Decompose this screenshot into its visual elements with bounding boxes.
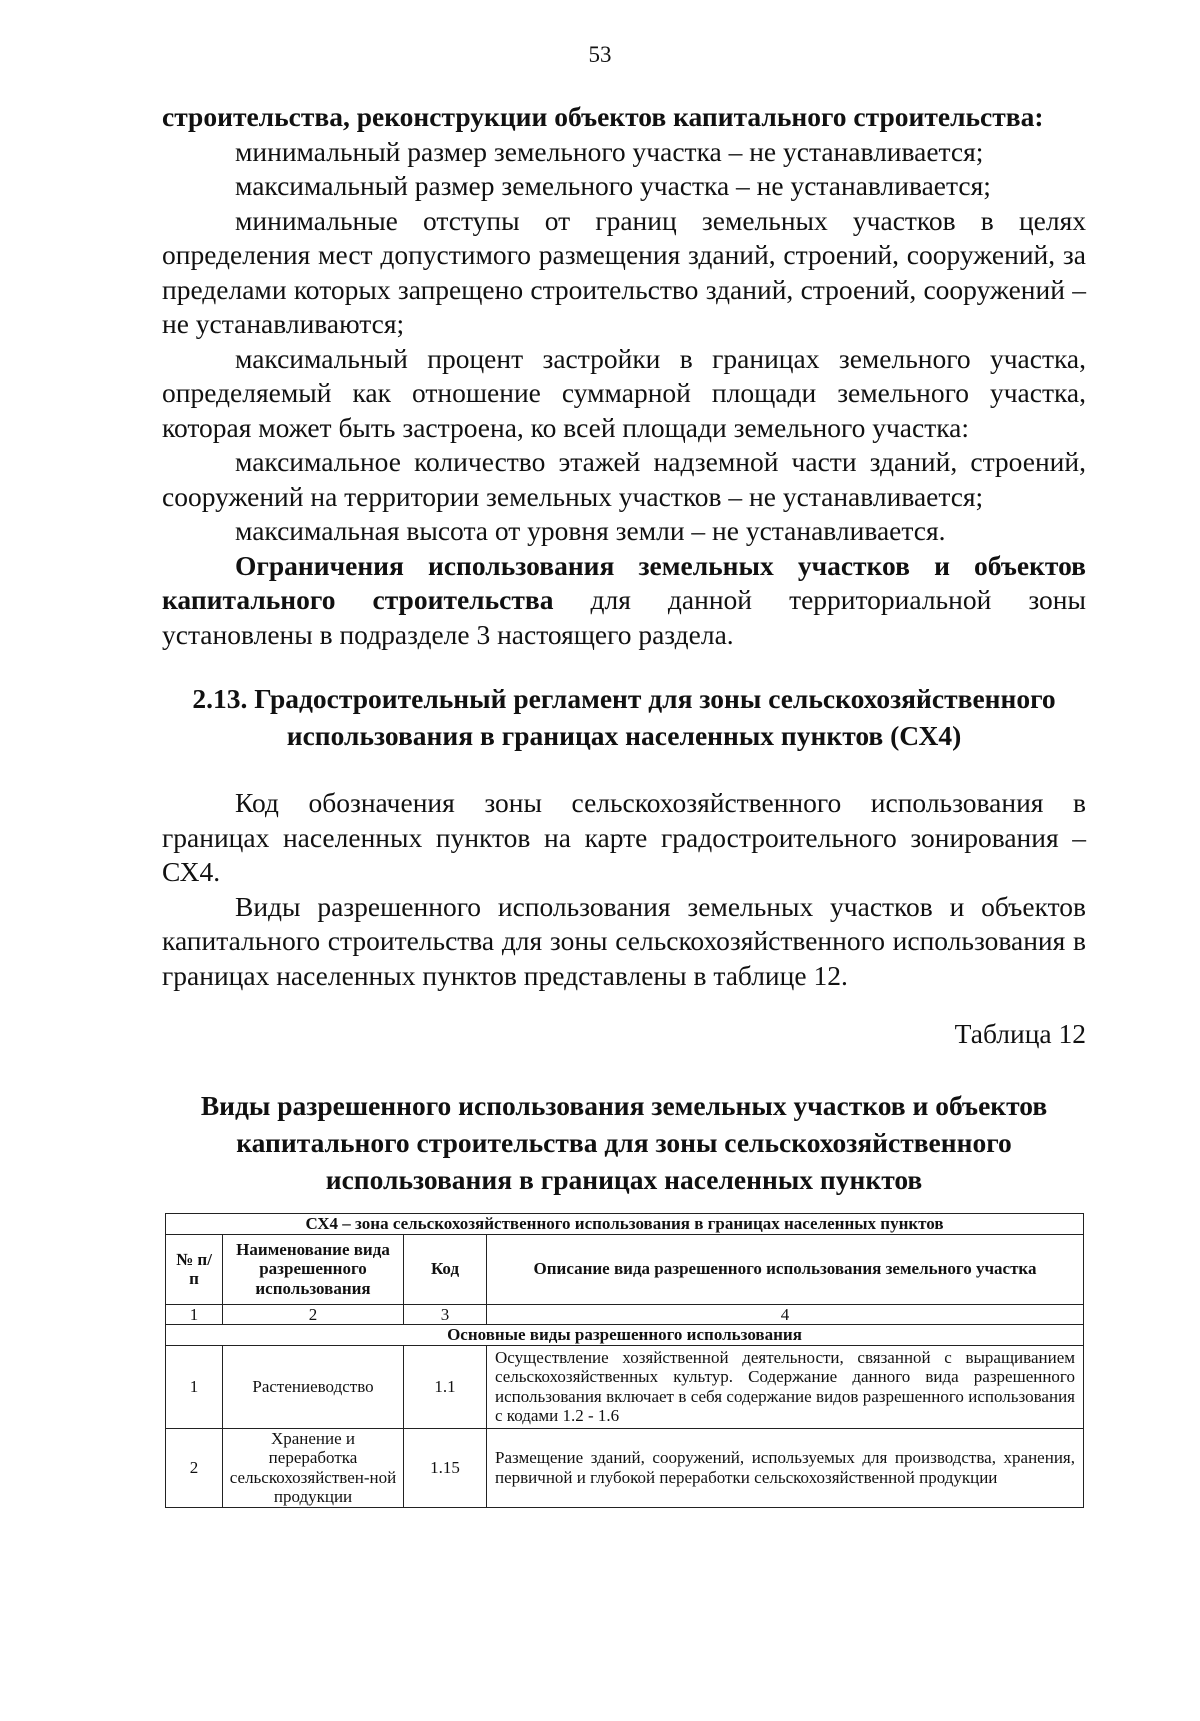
top-section bbox=[162, 100, 1086, 652]
column-number: 1 bbox=[166, 1304, 223, 1325]
table-title bbox=[162, 1087, 1086, 1198]
restrictions-bold-text: Ограничения использования земельных участков и объектов капитального строительства bbox=[162, 549, 1086, 615]
column-header: Наименование вида разрешенного использования bbox=[223, 1234, 404, 1304]
row-name: Растениеводство bbox=[223, 1345, 404, 1428]
top-heading-line: строительства, реконструкции объектов капитального строительства: bbox=[162, 101, 1044, 132]
page-number: 53 bbox=[588, 42, 612, 67]
section-row bbox=[166, 1325, 1084, 1346]
row-code: 1.1 bbox=[404, 1345, 487, 1428]
column-header: Описание вида разрешенного использования земельного участка bbox=[487, 1234, 1084, 1304]
table-reference-paragraph: Виды разрешенного использования земельных участков и объектов капитального строительства для зоны сельскохозяйственного использования в границах населенных пунктов представлены в таблице 12. bbox=[162, 890, 1086, 991]
row-number: 1 bbox=[166, 1345, 223, 1428]
body-text bbox=[162, 786, 1086, 993]
column-number: 3 bbox=[404, 1304, 487, 1325]
row-name: Хранение и переработка сельскохозяйствен-ной продукции bbox=[223, 1428, 404, 1507]
list-item: минимальные отступы от границ земельных участков в целях определения мест допустимого размещения зданий, строений, сооружений, за пределами которых запрещено строительство зданий, строений, сооружений – не устанавливаются; bbox=[162, 204, 1086, 339]
table-title-line2: капитального строительства для зоны сельскохозяйственного bbox=[236, 1127, 1012, 1158]
row-description: Размещение зданий, сооружений, используемых для производства, хранения, первичной и глубокой переработки сельскохозяйственной продукции bbox=[487, 1428, 1084, 1507]
zone-header-cell: СХ4 – зона сельскохозяйственного использования в границах населенных пунктов bbox=[166, 1214, 1084, 1235]
row-number: 2 bbox=[166, 1428, 223, 1507]
column-header: № п/п bbox=[166, 1234, 223, 1304]
table-row bbox=[166, 1345, 1084, 1428]
list-item: минимальный размер земельного участка – не устанавливается; bbox=[235, 135, 984, 167]
section-heading bbox=[162, 680, 1086, 754]
section-label: Основные виды разрешенного использования bbox=[166, 1325, 1084, 1346]
list-item: максимальный размер земельного участка – не устанавливается; bbox=[235, 170, 991, 201]
section-heading-line1: 2.13. Градостроительный регламент для зоны сельскохозяйственного bbox=[192, 683, 1056, 714]
table-title-line3: использования в границах населенных пунктов bbox=[325, 1164, 923, 1195]
column-header: Код bbox=[404, 1234, 487, 1304]
list-item: максимальная высота от уровня земли – не устанавливается. bbox=[235, 515, 946, 546]
row-description: Осуществление хозяйственной деятельности, связанной с выращиванием сельскохозяйственных культур. Содержание данного вида разрешенного использования включает в себя содержание видов разрешенного использования с кодами 1.2 - 1.6 bbox=[487, 1345, 1084, 1428]
zone-code-paragraph: Код обозначения зоны сельскохозяйственного использования в границах населенных пунктов на карте градостроительного зонирования – СХ4. bbox=[162, 787, 1086, 887]
row-code: 1.15 bbox=[404, 1428, 487, 1507]
land-use-table bbox=[165, 1213, 1084, 1508]
list-item: максимальный процент застройки в границах земельного участка, определяемый как отношение суммарной площади земельного участка, которая может быть застроена, ко всей площади земельного участка: bbox=[162, 342, 1086, 443]
column-number: 2 bbox=[223, 1304, 404, 1325]
column-header-row bbox=[166, 1234, 1084, 1304]
zone-header-row bbox=[166, 1214, 1084, 1235]
table-row bbox=[166, 1428, 1084, 1507]
column-number-row bbox=[166, 1304, 1084, 1325]
section-heading-line2: использования в границах населенных пунктов (СХ4) bbox=[286, 720, 962, 751]
restrictions-rest-text: для данной территориальной зоны установлены в подразделе 3 настоящего раздела. bbox=[162, 584, 1086, 650]
table-label: Таблица 12 bbox=[954, 1018, 1086, 1049]
column-number: 4 bbox=[487, 1304, 1084, 1325]
table-title-line1: Виды разрешенного использования земельных участков и объектов bbox=[200, 1090, 1048, 1121]
list-item: максимальное количество этажей надземной части зданий, строений, сооружений на территории земельных участков – не устанавливается; bbox=[162, 446, 1086, 512]
restrictions-paragraph bbox=[162, 549, 1086, 653]
